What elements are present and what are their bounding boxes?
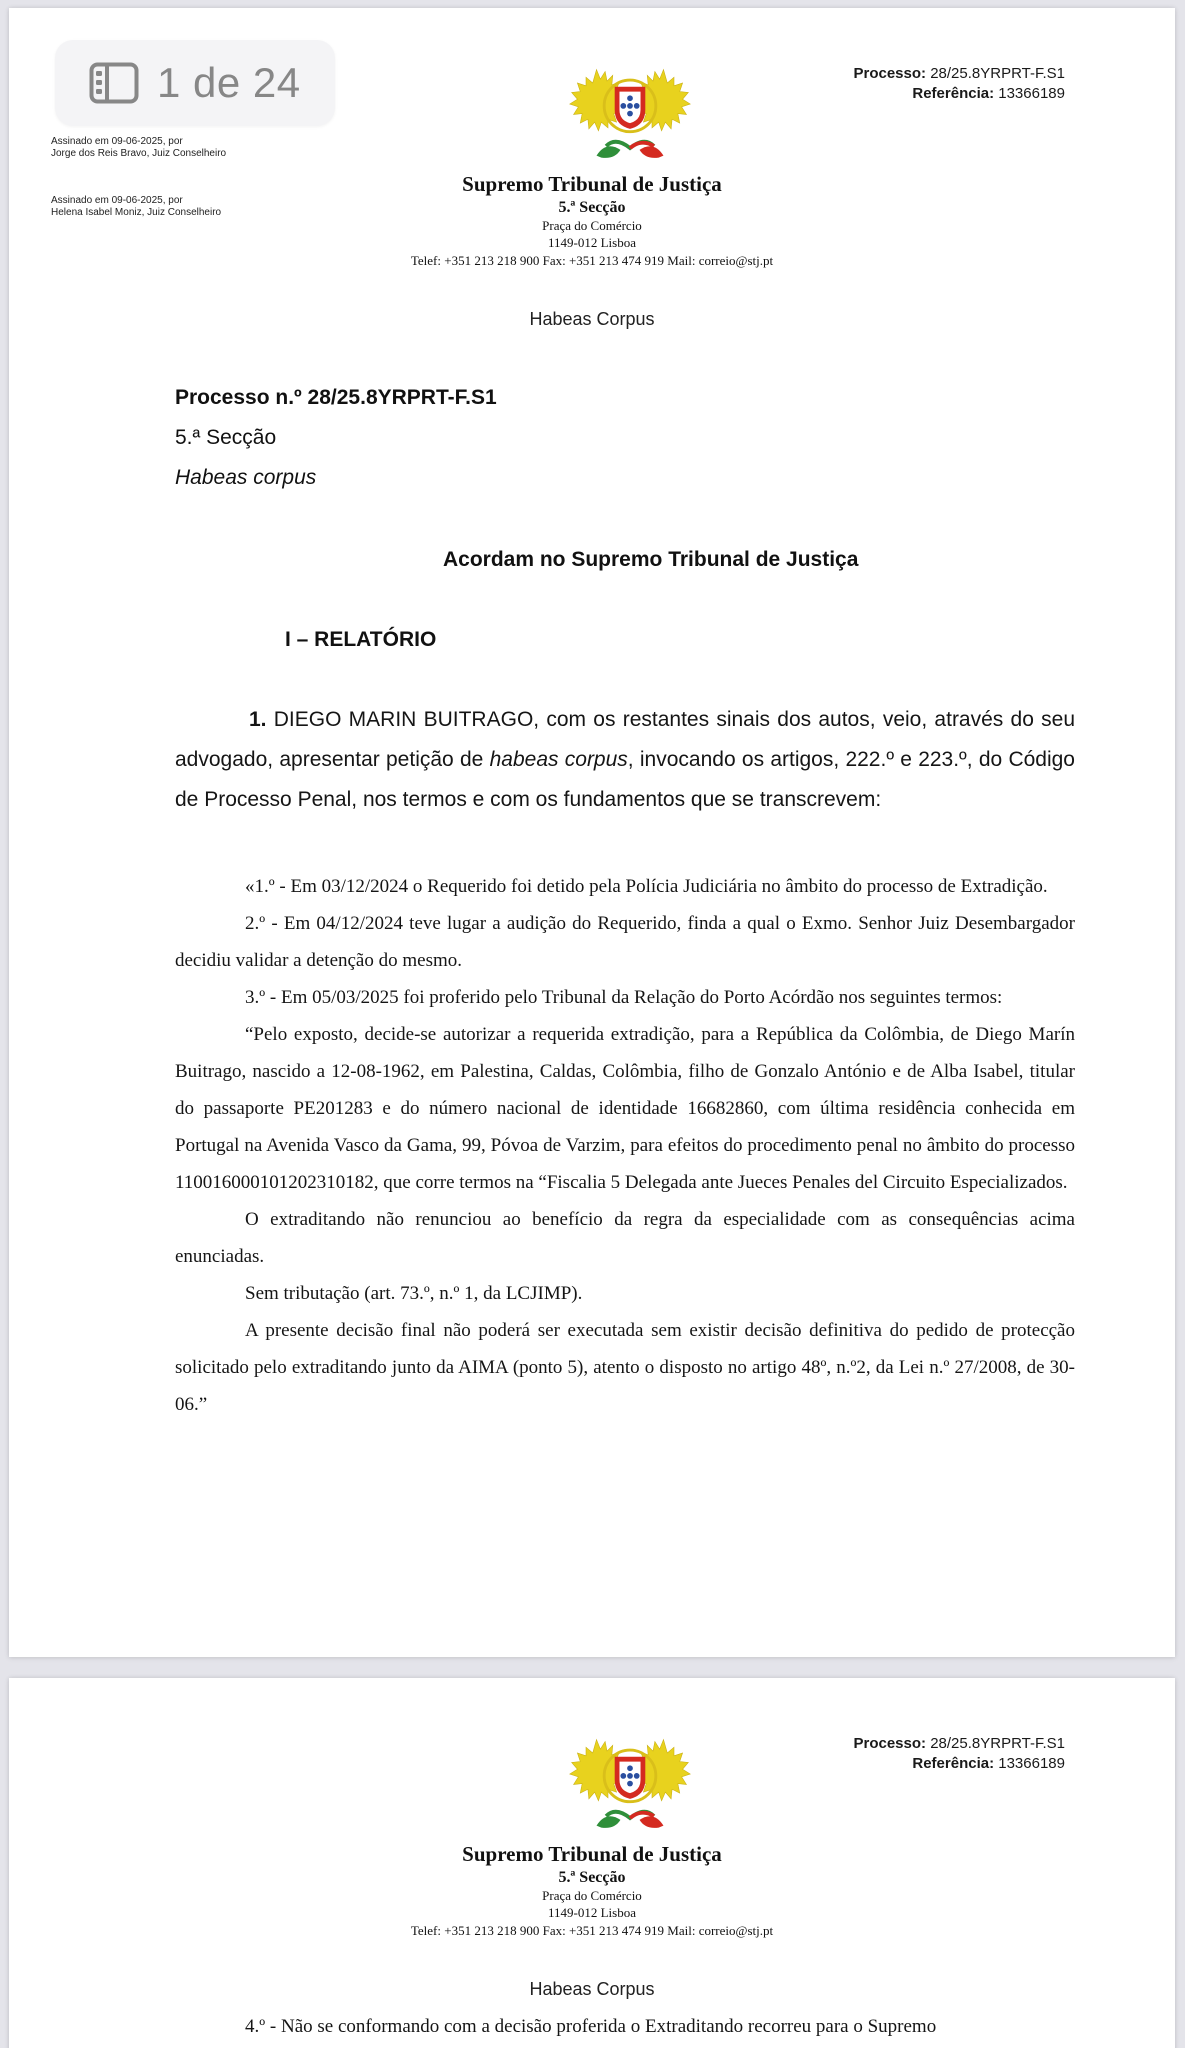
processo-value: 28/25.8YRPRT-F.S1 (930, 65, 1065, 82)
paragraph-text: DIEGO MARIN BUITRAGO, com os restantes sinais dos autos, veio, através do seu advogado, apresentar petição de (175, 708, 1075, 771)
quoted-transcription (175, 868, 1075, 1423)
quoted-item-3 (175, 979, 1075, 1016)
document-page-2 (9, 1678, 1175, 2048)
quoted-item-1 (175, 868, 1075, 905)
signature-signer: Jorge dos Reis Bravo, Juiz Conselheiro (51, 148, 227, 159)
quoted-text: 3.º - Em 05/03/2025 foi proferido pelo Tribunal da Relação do Porto Acórdão nos seguintes termos: (245, 987, 1003, 1008)
sidebar-icon[interactable] (89, 62, 139, 104)
paragraph-text: , invocando os artigos, 222.º e 223.º, do Código de Processo Penal, nos termos e com os fundamentos que se transcrevem: (175, 748, 1075, 811)
quoted-text: «1.º - Em 03/12/2024 o Requerido foi detido pela Polícia Judiciária no âmbito do processo de Extradição. (245, 876, 1048, 897)
court-name: Supremo Tribunal de Justiça (462, 1842, 722, 1866)
coat-of-arms-icon (555, 60, 705, 170)
quoted-text: Sem tributação (art. 73.º, n.º 1, da LCJIMP). (245, 1283, 583, 1304)
chapter-heading: I – RELATÓRIO (285, 628, 437, 651)
court-address-city: 1149-012 Lisboa (548, 235, 636, 250)
document-page-1 (9, 8, 1175, 1657)
coat-of-arms-icon (555, 1730, 705, 1840)
quoted-text: 4.º - Não se conformando com a decisão proferida o Extraditando recorreu para o Supremo (245, 2016, 937, 2037)
paragraph-italic: habeas corpus (489, 748, 628, 771)
quoted-specialty (175, 1201, 1075, 1275)
court-contacts: Telef: +351 213 218 900 Fax: +351 213 474 919 Mail: correio@stj.pt (410, 253, 774, 268)
referencia-label: Referência: (912, 85, 995, 102)
process-reference (853, 64, 1065, 104)
quoted-text: O extraditando não renunciou ao benefício da regra da especialidade com as consequências acima enunciadas. (175, 1209, 1075, 1267)
court-address-city: 1149-012 Lisboa (548, 1905, 636, 1920)
quoted-text: “Pelo exposto, decide-se autorizar a requerida extradição, para a República da Colômbia, de Diego Marín Buitrago, nascido a 12-08-1962, em Palestina, Caldas, Colômbia, filho de Gonzalo António e de Alba Isabel, titular do passaporte PE201283 e do número nacional de identidade 16682860, com última residência conhecida em Portugal na Avenida Vasco da Gama, 99, Póvoa de Varzim, para efeitos do procedimento penal no âmbito do processo 110016000101202310182, que corre termos na “Fiscalia 5 Delegada ante Jueces Penales del Circuito Especializados. (175, 1024, 1075, 1193)
case-subject: Habeas corpus (175, 466, 317, 489)
quoted-item-4 (175, 2008, 1075, 2045)
processo-value: 28/25.8YRPRT-F.S1 (930, 1735, 1065, 1752)
document-type-header: Habeas Corpus (529, 309, 655, 329)
signature-block-1 (51, 136, 226, 160)
court-contacts: Telef: +351 213 218 900 Fax: +351 213 474 919 Mail: correio@stj.pt (410, 1923, 774, 1938)
signature-date: Assinado em 09-06-2025, por (51, 195, 183, 206)
document-type-header: Habeas Corpus (529, 1979, 655, 1999)
court-address-street: Praça do Comércio (542, 218, 642, 233)
process-reference (853, 1734, 1065, 1774)
quoted-ruling (175, 1016, 1075, 1201)
case-section: 5.ª Secção (175, 426, 277, 449)
signature-date: Assinado em 09-06-2025, por (51, 136, 183, 147)
ruling-heading: Acordam no Supremo Tribunal de Justiça (443, 548, 859, 571)
case-number: Processo n.º 28/25.8YRPRT-F.S1 (175, 386, 497, 409)
page-indicator-text: 1 de 24 (157, 59, 301, 106)
referencia-value: 13366189 (998, 1755, 1065, 1772)
quoted-text: 2.º - Em 04/12/2024 teve lugar a audição do Requerido, finda a qual o Exmo. Senhor Juiz Desembargador decidiu validar a detenção do mesmo. (175, 913, 1075, 971)
processo-label: Processo: (853, 1735, 927, 1752)
referencia-label: Referência: (912, 1755, 995, 1772)
referencia-value: 13366189 (998, 85, 1065, 102)
signature-signer: Helena Isabel Moniz, Juiz Conselheiro (51, 207, 222, 218)
paragraph-number: 1. (249, 708, 267, 731)
quoted-costs (175, 1275, 1075, 1312)
quoted-text: A presente decisão final não poderá ser executada sem existir decisão definitiva do pedido de protecção solicitado pelo extraditando junto da AIMA (ponto 5), atento o disposto no artigo 48º, n.º2, da Lei n.º 27/2008, de 30-06.” (175, 1320, 1075, 1415)
page-indicator[interactable] (55, 40, 335, 126)
paragraph-1 (175, 700, 1075, 820)
quoted-final (175, 1312, 1075, 1423)
court-name: Supremo Tribunal de Justiça (462, 172, 722, 196)
court-section: 5.ª Secção (558, 1869, 626, 1886)
processo-label: Processo: (853, 65, 927, 82)
court-address-street: Praça do Comércio (542, 1888, 642, 1903)
quoted-item-2 (175, 905, 1075, 979)
court-section: 5.ª Secção (558, 199, 626, 216)
